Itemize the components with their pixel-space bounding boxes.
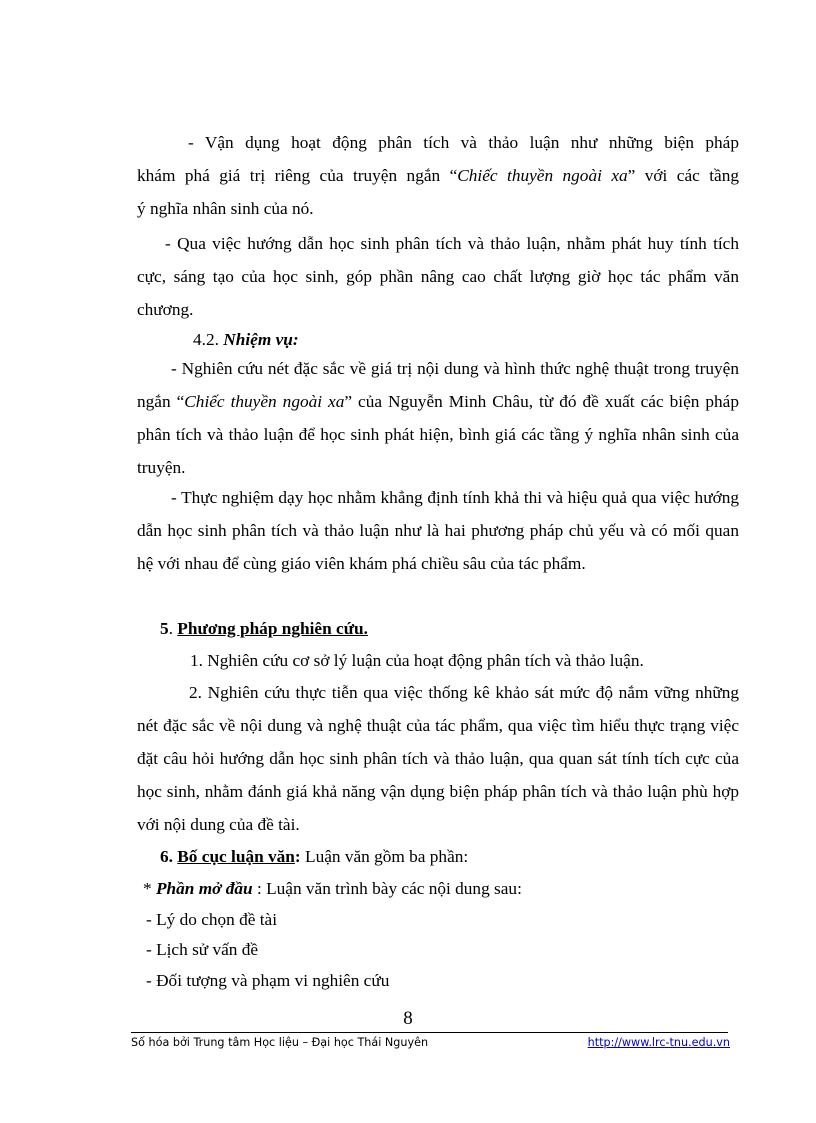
footer-divider — [131, 1032, 728, 1033]
page-number: 8 — [403, 1008, 413, 1029]
heading-6-title: Bố cục luận văn — [177, 847, 295, 866]
method-2-text: 2. Nghiên cứu thực tiễn qua việc thống kê khảo sát mức độ nắm vững những nét đặc sắc về nội dung và nghệ thuật của tác phẩm, qua việc tìm hiểu thực trạng việc đặt câu hỏi hướng dẫn học sinh phân tích và thảo luận, qua quan sát tính tích cực của học sinh, nhằm đánh giá khả năng vận dụng biện pháp phân tích và thảo luận phù hợp với nội dung của đề tài. — [137, 683, 739, 834]
heading-6 — [160, 840, 762, 873]
intro-rest: : Luận văn trình bày các nội dung sau: — [252, 879, 522, 898]
heading-4-2-title: Nhiệm vụ: — [223, 330, 299, 349]
para-4-text: - Thực nghiệm dạy học nhằm khẳng định tính khả thi và hiệu quả qua việc hướng dẫn học sinh phân tích và thảo luận như là hai phương pháp chủ yếu và có mối quan hệ với nhau để cùng giáo viên khám phá chiều sâu của tác phẩm. — [137, 488, 739, 573]
para-1-text-b: ” với các tầng — [627, 166, 739, 185]
list-item: - Lý do chọn đề tài — [146, 910, 278, 929]
intro-part — [143, 872, 745, 905]
para-3-pre: - Nghiên cứu nét đặc sắc về giá trị nội dung và hình thức nghệ thuật trong truyện ngắn “ — [137, 359, 739, 411]
para-2-text: - Qua việc hướng dẫn học sinh phân tích và thảo luận, nhằm phát huy tính tích cực, sáng tạo của học sinh, góp phần nâng cao chất lượng giờ học tác phẩm văn chương. — [137, 234, 739, 319]
para-1-line-2 — [137, 159, 739, 192]
para-4 — [137, 481, 739, 580]
work-title: Chiếc thuyền ngoài xa — [457, 166, 628, 185]
heading-5 — [160, 612, 762, 645]
list-item: - Lịch sử vấn đề — [146, 940, 259, 959]
method-1: 1. Nghiên cứu cơ sở lý luận của hoạt động phân tích và thảo luận. — [190, 651, 644, 670]
heading-6-rest: Luận văn gồm ba phần: — [300, 847, 469, 866]
para-3 — [137, 352, 739, 484]
para-2 — [137, 227, 739, 326]
para-1-line-1: - Vận dụng hoạt động phân tích và thảo luận như những biện pháp — [188, 133, 739, 152]
heading-4-2-num: 4.2. — [193, 330, 224, 349]
heading-6-colon: : — [294, 847, 301, 866]
heading-5-title: Phương pháp nghiên cứu. — [177, 619, 368, 638]
method-2 — [137, 676, 739, 841]
list-item: - Đối tượng và phạm vi nghiên cứu — [146, 971, 390, 990]
heading-5-dot: . — [168, 619, 178, 638]
para-3-post: ” của Nguyễn Minh Châu, từ đó đề xuất các biện pháp phân tích và thảo luận để học sinh phát hiện, bình giá các tầng ý nghĩa nhân sinh của truyện. — [137, 392, 739, 477]
footer-source: Số hóa bởi Trung tâm Học liệu – Đại học Thái Nguyên — [131, 1036, 429, 1049]
intro-title: Phần mở đầu — [155, 879, 253, 898]
intro-star: * — [143, 879, 156, 898]
para-1-line-3: ý nghĩa nhân sinh của nó. — [137, 199, 314, 218]
para-1-text-a: khám phá giá trị riêng của truyện ngắn “ — [137, 166, 458, 185]
heading-6-num: 6. — [160, 847, 178, 866]
para-3-work-title: Chiếc thuyền ngoài xa — [184, 392, 345, 411]
footer-link[interactable]: http://www.lrc-tnu.edu.vn — [587, 1036, 730, 1049]
heading-5-num: 5 — [160, 619, 169, 638]
